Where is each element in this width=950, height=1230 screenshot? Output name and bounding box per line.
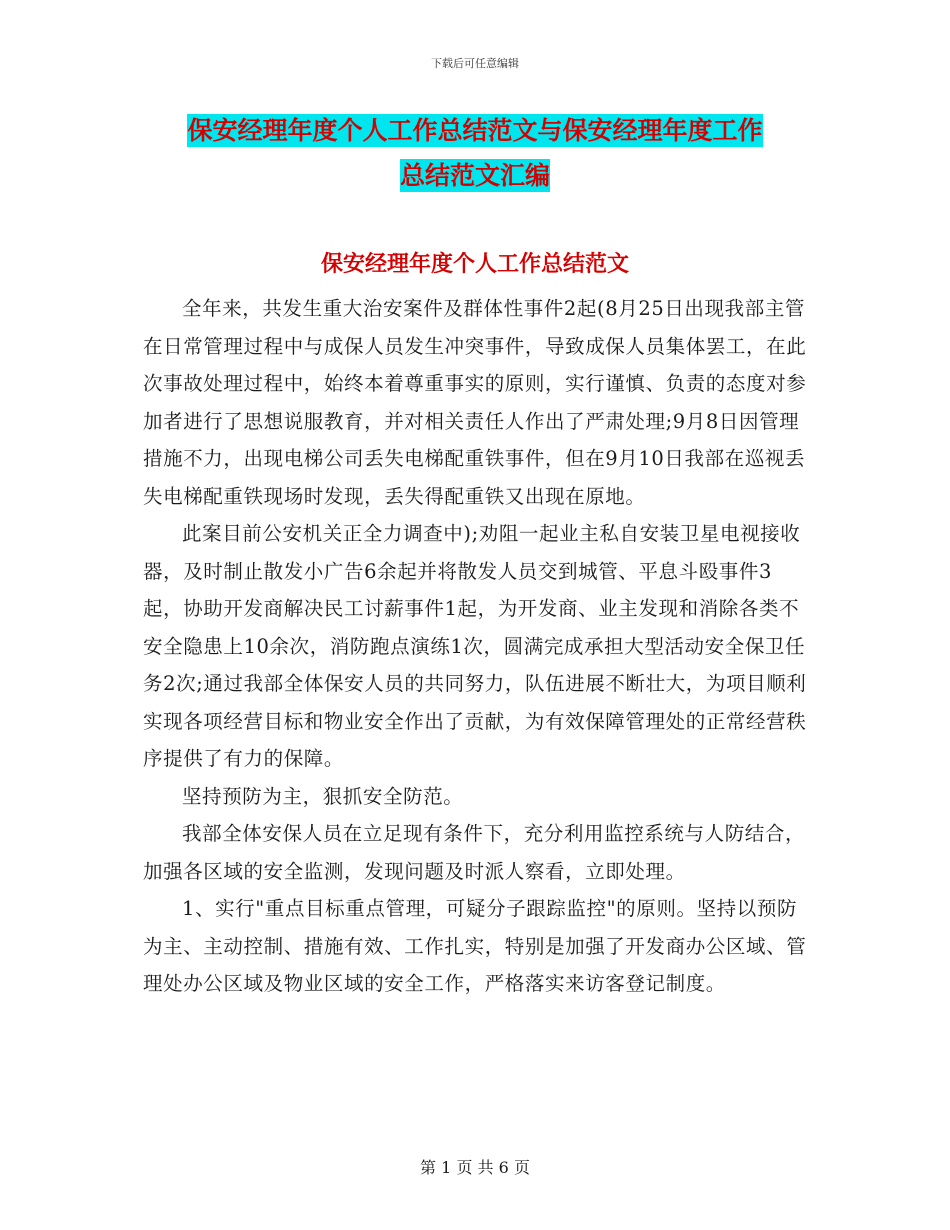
paragraph: 1、实行"重点目标重点管理，可疑分子跟踪监控"的原则。坚持以预防为主、主动控制、措施有效、工作扎实，特别是加强了开发商办公区域、管理处办公区域及物业区域的安全工作，严格落实来访客登记制度。 [143, 897, 807, 995]
footer-label-ye2: 页 [513, 1158, 530, 1177]
footer-page-total: 6 [498, 1158, 509, 1177]
paragraph: 此案目前公安机关正全力调查中);劝阻一起业主私自安装卫星电视接收器，及时制止散发小广告6余起并将散发人员交到城管、平息斗殴事件3起，协助开发商解决民工讨薪事件1起，为开发商、业主发现和消除各类不安全隐患上10余次，消防跑点演练1次，圆满完成承担大型活动安全保卫任务2次;通过我部全体保安人员的共同努力，队伍进展不断壮大，为项目顺利实现各项经营目标和物业安全作出了贡献，为有效保障管理处的正常经营秩序提供了有力的保障。 [143, 522, 807, 770]
section-title: 保安经理年度个人工作总结范文 [320, 251, 629, 277]
paragraph: 坚持预防为主，狠抓安全防范。 [182, 784, 464, 808]
footer-label-page: 第 [420, 1158, 437, 1177]
page-footer [0, 1155, 950, 1178]
footer-label-total: 共 [477, 1158, 494, 1177]
body-text [143, 290, 811, 1003]
header-note: 下载后可任意编辑 [431, 57, 519, 70]
footer-label-ye: 页 [456, 1158, 473, 1177]
document-title [150, 108, 800, 198]
footer-page-current: 1 [441, 1158, 452, 1177]
title-line-2: 总结范文汇编 [399, 161, 550, 190]
paragraph: 我部全体安保人员在立足现有条件下，充分利用监控系统与人防结合，加强各区域的安全监测，发现问题及时派人察看，立即处理。 [143, 822, 806, 883]
title-line-1: 保安经理年度个人工作总结范文与保安经理年度工作 [187, 116, 763, 145]
paragraph: 全年来，共发生重大治安案件及群体性事件2起(8月25日出现我部主管在日常管理过程中与成保人员发生冲突事件，导致成保人员集体罢工，在此次事故处理过程中，始终本着尊重事实的原则，实行谨慎、负责的态度对参加者进行了思想说服教育，并对相关责任人作出了严肃处理;9月8日因管理措施不力，出现电梯公司丢失电梯配重铁事件，但在9月10日我部在巡视丢失电梯配重铁现场时发现，丢失得配重铁又出现在原地。 [143, 297, 807, 508]
